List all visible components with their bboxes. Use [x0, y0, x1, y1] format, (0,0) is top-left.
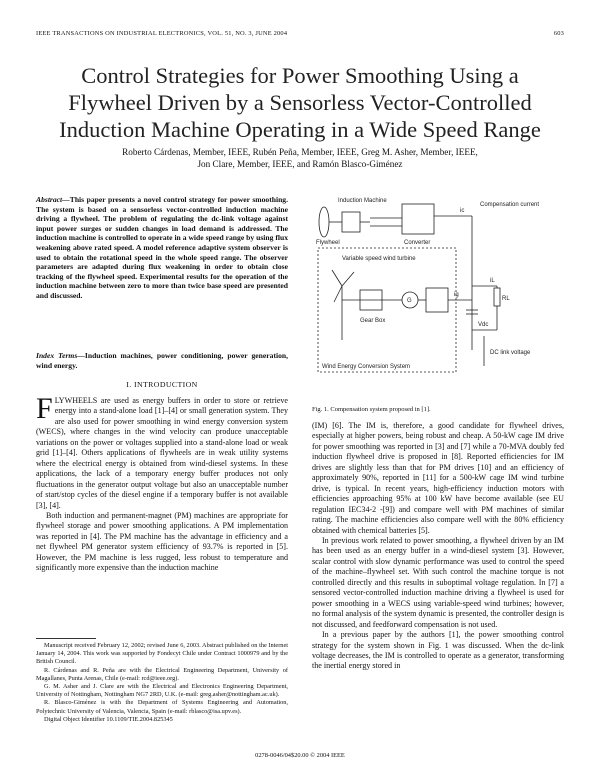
abstract — [36, 195, 288, 301]
right-paragraph-2: In previous work related to power smoothing, a flywheel driven by an IM has been used as an energy buffer in a wind-diesel system [3]. However, scalar control with slow dynamic performance was used to control the speed of the machine–flywheel set. With such control the machine torque is not controlled directly and this results in suboptimal voltage regulation. In [7] a sensored vector-controlled induction machine driving a flywheel is used for power smoothing in a WECS using variable-speed wind turbines; however, no formal analysis of the system dynamic is presented, the controller design is not discussed, and feedforward compensation is not used. — [312, 535, 564, 629]
figure-1-caption: Fig. 1. Compensation system proposed in [1]. — [312, 406, 431, 413]
label-vdc: Vdc — [478, 322, 489, 328]
label-generator: G — [407, 298, 412, 304]
footnote-affiliation-3: R. Blasco-Giménez is with the Department of Systems Engineering and Automation, Polytechnic University of Valencia, Valencia, Spain (e-mail: rblasco@isa.upv.es). — [36, 699, 288, 715]
drop-cap: F — [36, 392, 53, 425]
right-paragraph-1: (IM) [6]. The IM is, therefore, a good candidate for flywheel drives, especially at higher powers, being robust and cheap. A 50-kW cage IM drive for power smoothing was reported in [3] and [7] while a 70-MVA doubly fed induction flywheel drive is proposed in [8]. Reported efficiencies for IM drives are slightly less than that for PM drives [10] and an efficiency of approximately 90%, reported in [11] for a 500-kW cage IM wind turbine drive, is typical. In recent years, high-efficiency induction motors with efficiencies approaching 95% at 100 kW have become available (see EU regulation IEC34-2 -[9]) and compare well with PM machines of similar rating. The machine efficiencies also compare well with the 80% efficiency obtained with chemical batteries [5]. — [312, 421, 564, 535]
authors-line-2: Jon Clare, Member, IEEE, and Ramón Blasco-Giménez — [197, 159, 403, 169]
running-header — [36, 30, 564, 37]
flywheel-shape — [319, 207, 329, 237]
index-terms — [36, 351, 288, 370]
section-heading-introduction: I. INTRODUCTION — [126, 380, 198, 389]
footnotes — [36, 638, 288, 724]
intro-paragraph-2: Both induction and permanent-magnet (PM) machines are appropriate for flywheel storage and power smoothing applications. A PM implementation was reported in [4]. The PM machine has the advantage in efficiency and a net flywheel PM generator system efficiency of 93.7% is reported in [5]. However, the PM machine is less rugged, less robust to temperature and significantly more expensive than the induction machine — [36, 510, 288, 573]
title-line-1: Control Strategies for Power Smoothing Using a — [81, 63, 519, 88]
label-gear-box: Gear Box — [360, 318, 386, 324]
journal-name: IEEE TRANSACTIONS ON INDUSTRIAL ELECTRONICS, VOL. 51, NO. 3, JUNE 2004 — [36, 30, 288, 37]
label-converter: Converter — [404, 240, 431, 246]
copyright-line: 0278-0046/04$20.00 © 2004 IEEE — [255, 752, 345, 759]
footnote-affiliation-1: R. Cárdenas and R. Peña are with the Electrical Engineering Department, University of Magallanes, Punta Arenas, Chile (e-mail: rcd@ieee.org). — [36, 666, 288, 682]
authors-line-1: Roberto Cárdenas, Member, IEEE, Rubén Peña, Member, IEEE, Greg M. Asher, Member, IEEE, — [122, 147, 478, 157]
page-number: 603 — [553, 30, 564, 37]
footnote-affiliation-2: G. M. Asher and J. Clare are with the Electrical and Electronics Engineering Department, University of Nottingham, Nottingham NG7 2RD, U.K. (e-mail: greg.asher@nottingham.ac.uk). — [36, 683, 288, 699]
label-compensation-current: Compensation current — [480, 202, 540, 208]
abstract-label: Abstract— — [36, 195, 70, 204]
footnote-doi: Digital Object Identifier 10.1109/TIE.2004.825345 — [44, 715, 173, 723]
footnote-received: Manuscript received February 12, 2002; revised June 6, 2003. Abstract published on the Internet January 14, 2004. This work was supported by Fondecyt Chile under Contract 1000979 and by the British Council. — [36, 642, 288, 666]
label-rl: RL — [502, 296, 510, 302]
wecs-box — [318, 248, 456, 372]
index-terms-label: Index Terms— — [36, 351, 85, 360]
intro-paragraph-1: FLYWHEELS are used as energy buffers in order to store or retrieve energy into a stand-alone load [1]–[4] or small generation system. They are also used for power smoothing in wind energy conversion system (WECS), where changes in the wind velocity can produce unacceptable variations on the power or voltages supplied into a stand-alone load or weak grid [1]–[4]. Others applications of flywheels are in weak utility systems where the electrical energy is obtained from wind-diesel systems. In these applications, the lack of a temporary energy buffer produces not only fluctuations in the generator output voltage but also an unacceptable number of start/stop cycles of the diesel engine if a temporary buffer is not available [3], [4]. — [36, 392, 288, 510]
load-resistor — [494, 288, 500, 306]
footnote-rule — [36, 638, 96, 639]
title-line-3: Induction Machine Operating in a Wide Speed Range — [59, 117, 541, 142]
label-dc-link: DC link voltage — [490, 350, 531, 356]
index-terms-text: Induction machines, power conditioning, power generation, wind energy. — [36, 351, 288, 370]
title-line-2: Flywheel Driven by a Sensorless Vector-Controlled — [68, 90, 532, 115]
rectifier-box — [426, 288, 448, 312]
label-flywheel: Flywheel — [316, 240, 340, 246]
intro-left-column — [36, 392, 288, 574]
figure-1-diagram — [312, 190, 564, 398]
label-ic: ic — [460, 208, 465, 214]
author-list — [40, 146, 560, 170]
intro-right-column — [312, 421, 564, 672]
induction-machine-shape — [342, 212, 360, 232]
label-il: iL — [490, 278, 495, 284]
abstract-text: This paper presents a novel control strategy for power smoothing. The system is based on a sensorless vector-controlled induction machine driving a flywheel. The problem of regulating the dc-link voltage against input power surges or sudden changes in load demand is addressed. The induction machine is controlled to operate in a wide speed range by using flux weakening above rated speed. A model reference adaptive system observer is used to obtain the rotational speed in the whole speed range. The observer parameters are adapted during flux weakening in order to obtain close tracking of the flywheel speed. Experimental results for the operation of the induction machine between zero to more than twice base speed are presented and discussed. — [36, 195, 288, 300]
label-ig: ig — [454, 292, 459, 298]
right-paragraph-3: In a previous paper by the authors [1], the power smoothing control strategy for the system shown in Fig. 1 was discussed. When the dc-link voltage decreases, the IM is controlled to operate as a generator, transforming the inertial energy stored in — [312, 630, 564, 671]
label-induction-machine: Induction Machine — [338, 198, 387, 204]
paper-title — [20, 62, 580, 143]
converter-box — [402, 204, 434, 234]
label-variable-speed-turbine: Variable speed wind turbine — [342, 256, 416, 262]
label-wecs: Wind Energy Conversion System — [322, 364, 411, 370]
